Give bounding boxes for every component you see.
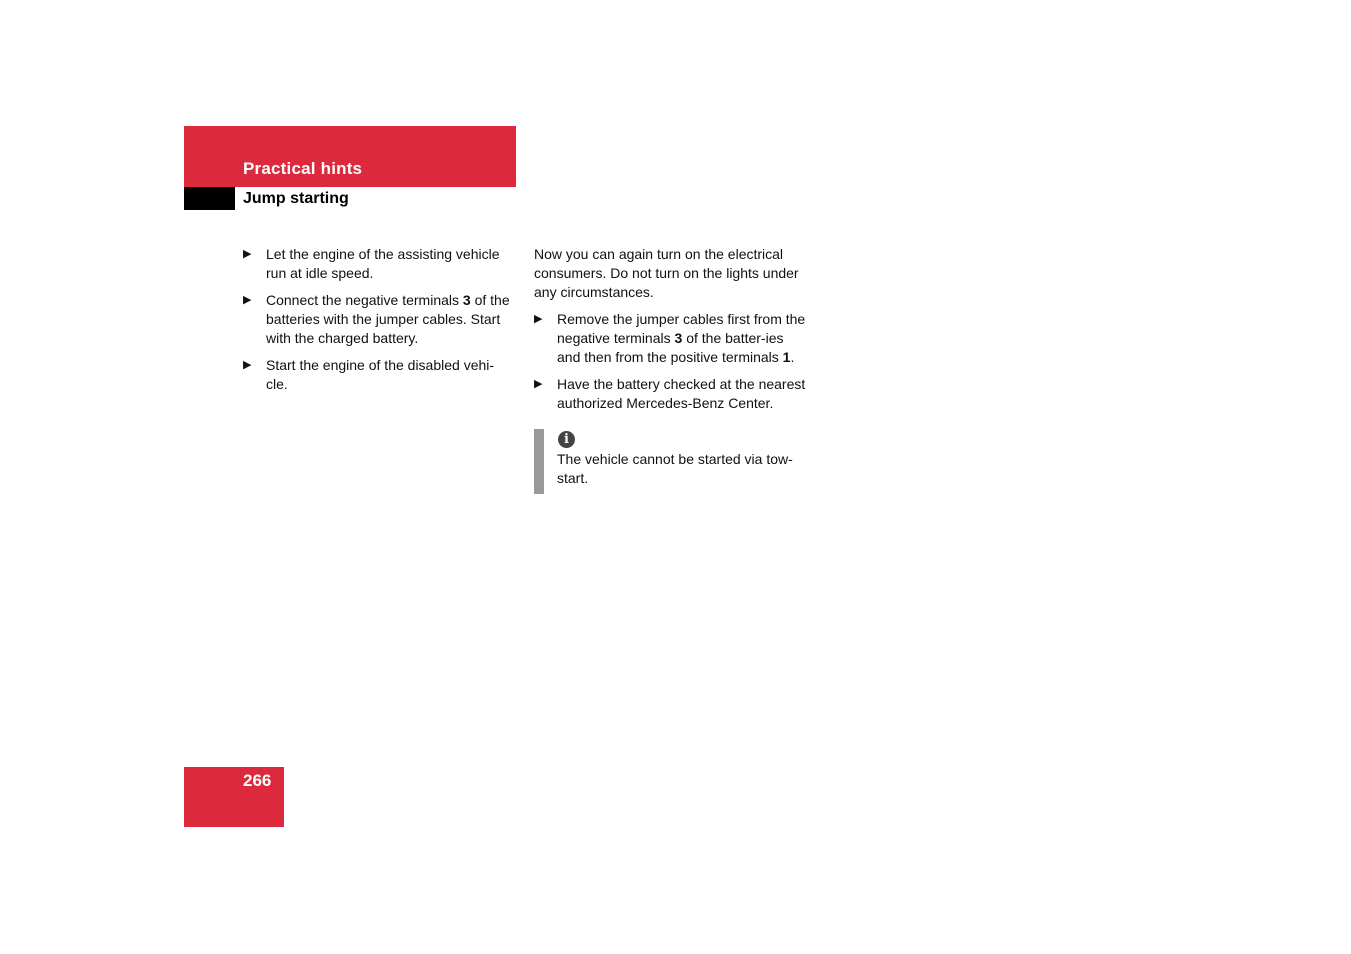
terminal-reference: 3 <box>462 292 471 308</box>
terminal-reference: 3 <box>674 330 683 346</box>
step-text: Start the engine of the disabled vehi-cle. <box>266 357 495 392</box>
subsection-title: Jump starting <box>243 190 349 207</box>
bullet-arrow-icon: ▶ <box>534 313 543 325</box>
instruction-step <box>534 375 809 413</box>
subsection-marker <box>184 187 235 210</box>
info-note <box>534 429 809 494</box>
step-text: . <box>790 349 795 365</box>
step-text: of the batter-ies and then from the positive terminals <box>557 330 784 365</box>
bullet-arrow-icon: ▶ <box>243 359 252 371</box>
page-number: 266 <box>243 771 272 790</box>
note-bar <box>534 429 544 494</box>
instruction-step <box>243 245 515 283</box>
step-text: of the batteries with the jumper cables. Start with the charged battery. <box>266 292 510 346</box>
section-title: Practical hints <box>243 159 363 178</box>
step-text: Connect the negative terminals <box>266 292 463 308</box>
bullet-arrow-icon: ▶ <box>243 248 252 260</box>
info-icon: i <box>558 431 575 448</box>
terminal-reference: 1 <box>782 349 791 365</box>
bullet-arrow-icon: ▶ <box>243 294 252 306</box>
bullet-arrow-icon: ▶ <box>534 378 543 390</box>
left-column <box>243 245 515 402</box>
note-text: The vehicle cannot be started via tow-start. <box>557 451 793 486</box>
instruction-step <box>243 356 515 394</box>
step-text: Remove the jumper cables first from the negative terminals <box>557 311 806 346</box>
right-column <box>534 245 809 494</box>
instruction-step <box>534 310 809 367</box>
intro-paragraph: Now you can again turn on the electrical consumers. Do not turn on the lights under any circumstances. <box>534 246 799 300</box>
step-text: Let the engine of the assisting vehicle run at idle speed. <box>266 246 500 281</box>
step-text: Have the battery checked at the nearest authorized Mercedes-Benz Center. <box>557 376 806 411</box>
instruction-step <box>243 291 515 348</box>
